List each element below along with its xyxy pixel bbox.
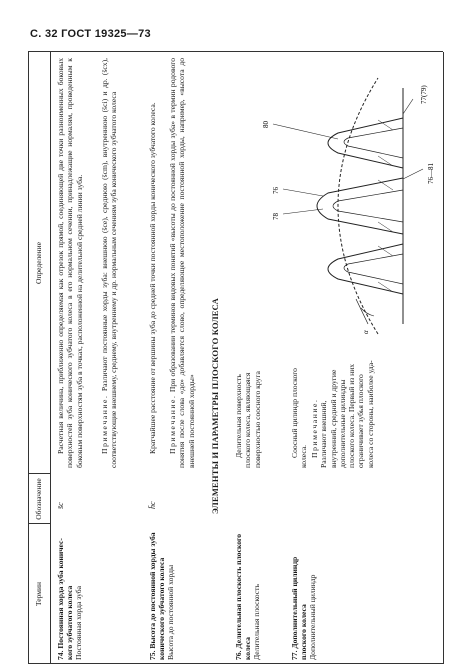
- rotated-page-content: [28, 52, 443, 664]
- tooth-1: [328, 244, 403, 294]
- page-header: С. 32 ГОСТ 19325—73: [30, 28, 151, 40]
- table-border-top: [28, 52, 29, 664]
- note-74-label: Примечание.: [100, 394, 109, 454]
- definition-75: Кратчайшее расстояние от вершины зуба до средней точки постоянной хорды конического зубчатого колеса.: [148, 102, 157, 454]
- note-77-label: Примечание.: [310, 398, 319, 458]
- designation-74: s̄c: [56, 502, 65, 509]
- col-header-designation: Обозначение: [34, 478, 43, 520]
- note-74: [100, 58, 119, 468]
- fig-label-76: 76: [272, 187, 280, 194]
- definition-74: Расчетная величина, приближенно определяемая как отрезок прямой, соединяющей две точки разноименных боковых поверхностей зуба конического зубчатого колеса в его нормальном сечении, принадлежащие нормалям, проведенным к боковым поверхностям зуба в точках, расположенной на делительной средней линии зуба.: [56, 58, 84, 468]
- term-74-plain: Постоянная хорда зуба: [74, 586, 84, 660]
- definition-76: Делительная поверхность плоского колеса, являющаяся поверхностью соосного круга: [234, 371, 262, 468]
- section-title: ЭЛЕМЕНТЫ И ПАРАМЕТРЫ ПЛОСКОГО КОЛЕСА: [210, 298, 220, 514]
- term-77-plain: Дополнительный цилиндр: [308, 574, 318, 660]
- note-77-text: Различают внешний, внутренний, средний и другие дополнительные цилиндры плоского колеса. Первый из них ограничивает зубья плоского колеса со стороны, наиболее уда-: [319, 360, 375, 468]
- term-75-plain: Высота до постоянной хорды: [166, 564, 176, 660]
- term-76-bold: 76. Делительная плоскость плоского колеса: [234, 533, 253, 660]
- gear-figure: [228, 58, 438, 354]
- tooth-2: [317, 178, 403, 234]
- fig-label-78: 78: [272, 213, 280, 220]
- term-77: [290, 528, 318, 660]
- term-74-bold: 74. Постоянная хорда зуба конического зубчатого колеса: [56, 538, 75, 660]
- note-74-text: Различают постоянные хорды зуба: внешнюю (s̄ce), среднюю (s̄cm), внутреннюю (s̄ci) и др. (s̄cx), соответствующие внешнему, среднему, внутреннему и др. нормальным сечениям зуба конического зубчатого колеса: [100, 58, 119, 468]
- table-border-bottom: [443, 52, 444, 664]
- fig-label-alpha: α: [362, 330, 370, 334]
- term-77-bold: 77. Дополнительный цилиндр плоского колеса: [290, 556, 309, 660]
- gear-teeth-drawing: [228, 58, 438, 354]
- note-75-text: При образовании терминов видовых понятий «высоты до постоянной хорды зуба» в термин родового понятия после слова «до» добавляется слово, определяющее местоположение постоянной хорды, например, «высота до внешней постоянной хорды»: [168, 58, 196, 468]
- definition-77: Соосный цилиндр плоского колеса.: [290, 368, 309, 468]
- term-75: [148, 528, 176, 660]
- term-75-bold: 75. Высота до постоянной хорды зуба конического зубчатого колеса: [148, 532, 167, 660]
- designation-75: h̄c: [148, 501, 157, 509]
- pitch-line: [338, 78, 378, 334]
- term-76: [234, 528, 262, 660]
- fig-label-77-79: 77(79): [420, 85, 428, 104]
- term-76-plain: Делительная плоскость: [252, 584, 262, 660]
- header-divider: [50, 52, 51, 664]
- note-75-label: Примечание.: [168, 394, 177, 454]
- table-border-right: [28, 51, 443, 52]
- gost-table: [28, 52, 443, 664]
- fig-label-76-81: 76—81: [427, 163, 435, 184]
- note-77: [310, 360, 375, 468]
- tooth-3: [328, 118, 403, 168]
- fig-label-80: 80: [262, 121, 270, 128]
- col-header-definition: Определение: [34, 242, 43, 284]
- note-75: [168, 58, 196, 468]
- col-header-term: Термин: [34, 581, 43, 607]
- term-74: [56, 528, 84, 660]
